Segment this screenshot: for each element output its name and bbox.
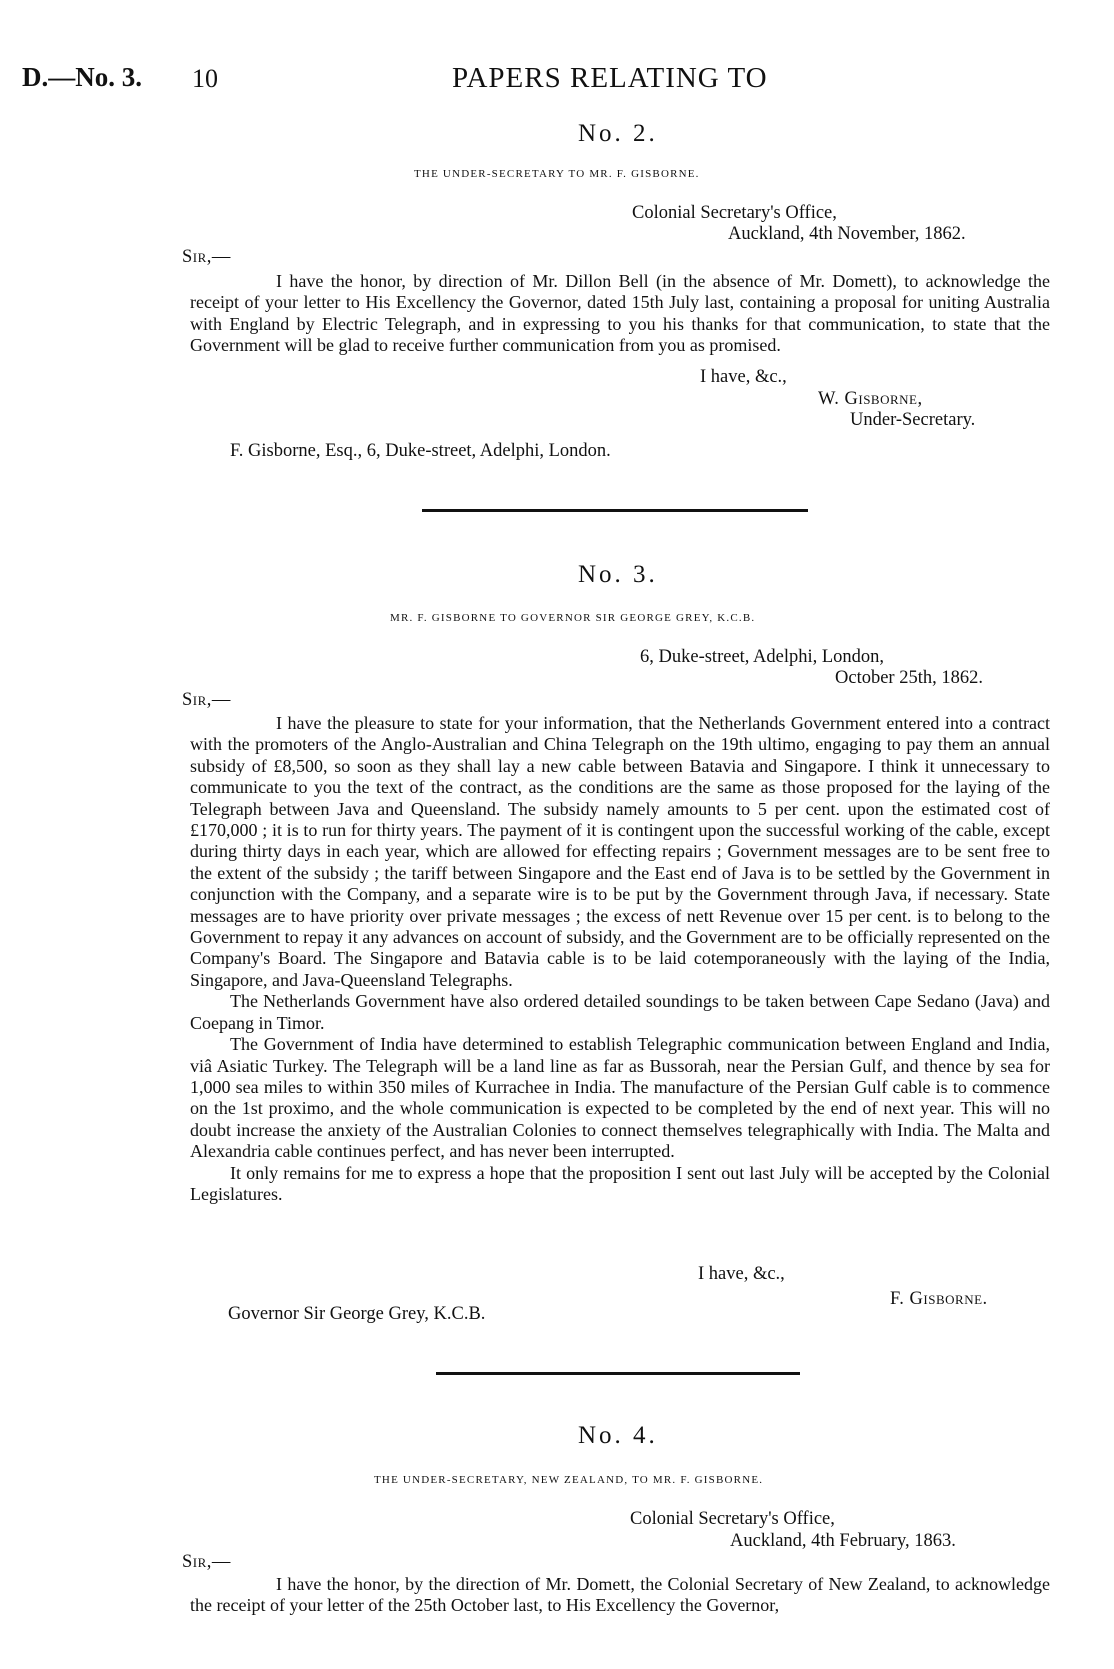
letter-4-salutation: Sir,—	[182, 1552, 231, 1572]
letter-3-heading: MR. F. GISBORNE TO GOVERNOR SIR GEORGE GREY, K.C.B.	[390, 612, 756, 624]
letter-3-body	[190, 713, 1050, 1205]
letter-3-addressee: Governor Sir George Grey, K.C.B.	[228, 1304, 486, 1324]
letter-3-signature: F. Gisborne.	[890, 1289, 988, 1309]
letter-3-address-line2: October 25th, 1862.	[835, 668, 983, 688]
letter-3-paragraph: I have the pleasure to state for your information, that the Netherlands Government entered into a contract with the promoters of the Anglo-Australian and China Telegraph on the 19th ultimo, engaging to pay them an annual subsidy of £8,500, so soon as they shall lay a new cable between Batavia and Singapore. I think it unnecessary to communicate to you the text of the contract, as the conditions are the same as those proposed for the laying of the Telegraph between Java and Queensland. The subsidy namely amounts to 5 per cent. upon the estimated cost of £170,000 ; it is to run for thirty years. The payment of it is contingent upon the successful working of the cable, except during thirty days in each year, which are allowed for effecting repairs ; Government messages are to be sent free to the extent of the subsidy ; the tariff between Singapore and the East end of Java is to be settled by the Government in conjunction with the Company, and a separate wire is to be put by the Government through Java, if necessary. State messages are to have priority over private messages ; the excess of nett Revenue over 15 per cent. is to belong to the Government to repay it any advances on account of subsidy, and the Government are to be officially represented on the Company's Board. The Singapore and Batavia cable is to be laid cotemporaneously with the laying of the India, Singapore, and Java-Queensland Telegraphs.	[190, 713, 1050, 990]
page-number: 10	[192, 64, 218, 93]
letter-2-closing: I have, &c.,	[700, 367, 787, 387]
letter-3-address-line1: 6, Duke-street, Adelphi, London,	[640, 647, 885, 667]
letter-4-body	[190, 1574, 1050, 1617]
letter-2-salutation: Sir,—	[182, 247, 231, 267]
letter-3-paragraph: It only remains for me to express a hope that the proposition I sent out last July will be accepted by the Colonial Legislatures.	[190, 1162, 1050, 1204]
letter-2-address-line2: Auckland, 4th November, 1862.	[728, 224, 966, 244]
letter-3-closing: I have, &c.,	[698, 1264, 785, 1284]
document-reference: D.—No. 3.	[22, 62, 142, 92]
letter-2-body	[190, 271, 1050, 357]
letter-3-number: No. 3.	[578, 561, 658, 588]
letter-3-salutation: Sir,—	[182, 690, 231, 710]
letter-4-number: No. 4.	[578, 1422, 658, 1449]
letter-4-paragraph: I have the honor, by the direction of Mr. Domett, the Colonial Secretary of New Zealand, to acknowledge the receipt of your letter of the 25th October last, to His Excellency the Governor,	[190, 1574, 1050, 1616]
letter-2-signature-title: Under-Secretary.	[850, 410, 976, 430]
letter-4-address-line2: Auckland, 4th February, 1863.	[730, 1531, 956, 1551]
letter-3-paragraph: The Government of India have determined to establish Telegraphic communication between England and India, viâ Asiatic Turkey. The Telegraph will be a land line as far as Bussorah, near the Persian Gulf, and thence by sea for 1,000 sea miles to within 350 miles of Kurrachee in India. The manufacture of the Persian Gulf cable is to commence on the 1st proximo, and the whole communication is expected to be completed by the end of next year. This will no doubt increase the anxiety of the Australian Colonies to connect themselves telegraphically with India. The Malta and Alexandria cable continues perfect, and has never been interrupted.	[190, 1034, 1050, 1162]
letter-3-paragraph: The Netherlands Government have also ordered detailed soundings to be taken between Cape Sedano (Java) and Coepang in Timor.	[190, 991, 1050, 1033]
section-divider	[422, 509, 808, 512]
section-divider	[436, 1372, 800, 1375]
letter-2-addressee: F. Gisborne, Esq., 6, Duke-street, Adelphi, London.	[230, 441, 611, 461]
letter-4-address-line1: Colonial Secretary's Office,	[630, 1509, 835, 1529]
letter-2-heading: THE UNDER-SECRETARY TO MR. F. GISBORNE.	[414, 168, 700, 180]
letter-2-signature: W. Gisborne,	[818, 389, 923, 409]
letter-2-number: No. 2.	[578, 120, 658, 147]
letter-2-paragraph: I have the honor, by direction of Mr. Dillon Bell (in the absence of Mr. Domett), to acknowledge the receipt of your letter to His Excellency the Governor, dated 15th July last, containing a proposal for uniting Australia with England by Electric Telegraph, and in expressing to you his thanks for that communication, to state that the Government will be glad to receive further communication from you as promised.	[190, 271, 1050, 356]
letter-2-address-line1: Colonial Secretary's Office,	[632, 203, 837, 223]
running-title: PAPERS RELATING TO	[452, 62, 768, 94]
letter-4-heading: THE UNDER-SECRETARY, NEW ZEALAND, TO MR. F. GISBORNE.	[374, 1474, 764, 1486]
